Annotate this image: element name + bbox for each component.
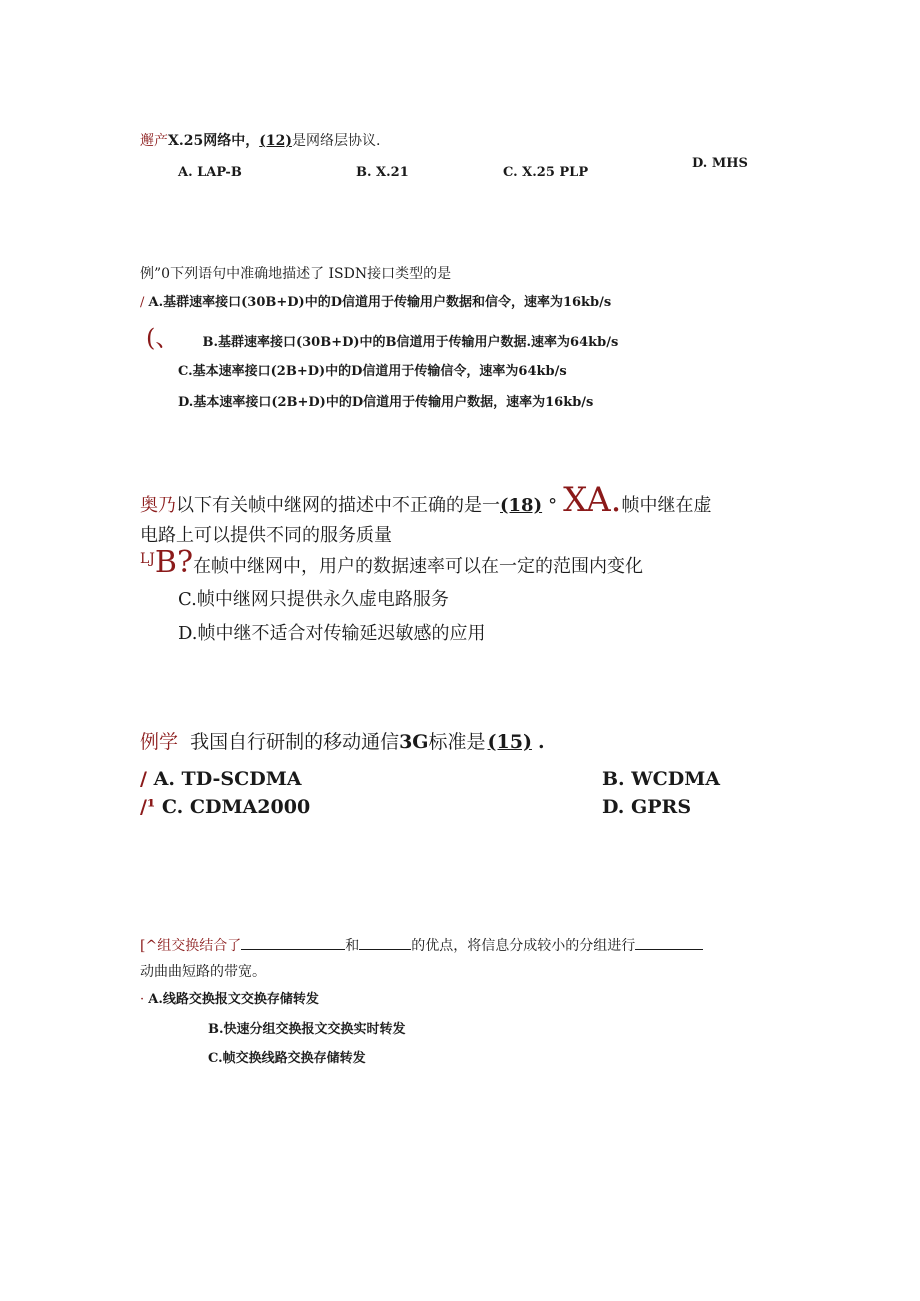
q5-blank-3 [635,935,703,950]
q2-option-a-row [140,291,611,310]
q4-label: 例学 [140,731,179,753]
q4-option-a-row [140,768,302,790]
q5-line-1 [140,935,703,955]
q5-blank-2 [359,935,411,950]
q1-stem-b: 是网络层协议. [291,133,381,149]
q2-option-d: D.基本速率接口(2B+D)中的D信道用于传输用户数据，速率为16kb∕s [178,395,594,410]
q5-bracket-marker: [^组交换结合了 [140,938,242,954]
q3-option-a-cont: 电路上可以提供不同的服务质量 [140,525,392,546]
q1-stem-a: X.25网络中， [168,133,260,149]
q2-option-b-marker: (、 [146,324,180,352]
q1-blank: (12) [259,133,292,149]
q3-degree: ° [548,495,558,516]
q5-line-2: 动曲曲短路的带宽。 [140,964,266,980]
q4-option-c-row [140,796,310,818]
q3-option-b: 在帧中继网中，用户的数据速率可以在一定的范围内变化 [193,556,644,577]
q4-option-c: C. CDMA2000 [161,796,311,818]
q3-option-a: 帧中继在虚 [621,495,712,516]
q4-stem [140,727,545,754]
q1-option-d: D. MHS [692,156,748,171]
q4-option-d: D. GPRS [602,796,692,818]
q4-stem-b: 3G [399,731,429,753]
q5-option-b: B.快速分组交换报文交换实时转发 [208,1022,406,1037]
q3-b-big: B? [154,545,194,580]
q1-stem [140,130,380,150]
q3-option-c: C.帧中继网只提供永久虚电路服务 [178,589,449,610]
q2-option-a-marker: / [140,295,145,310]
q5-blank-1 [241,935,345,950]
q4-option-b: B. WCDMA [602,768,720,790]
q3-big-a: XA. [563,480,622,520]
q5-option-a-row [140,988,319,1007]
q5-line-1-c: 的优点，将信息分成较小的分组进行 [411,938,636,954]
q4-option-a-marker: / [140,768,147,790]
q3-blank: (18) [500,495,543,516]
q4-stem-a: 我国自行研制的移动通信 [190,731,400,753]
q1-option-a: A. LAP-B [178,165,242,180]
q2-option-b: B.基群速率接口(30B+D)中的B信道用于传输用户数据.速率为64kb∕s [202,335,619,350]
q1-marker: 邂产 [140,133,168,149]
q1-option-b: B. X.21 [356,165,409,180]
q3-dash: 一 [482,495,500,516]
q4-stem-c: 标准是 [428,731,486,753]
q3-stem [140,482,711,524]
q3-stem-text: 以下有关帧中继网的描述中不正确的是 [176,495,482,516]
q2-option-b-row [146,318,618,353]
q5-option-a-marker: · [140,992,145,1007]
q4-blank: (15) [487,731,532,753]
q2-option-a: A.基群速率接口(30B+D)中的D信道用于传输用户数据和信令，速率为16kb∕s [148,295,612,310]
q1-option-c: C. X.25 PLP [503,165,589,180]
q2-stem: 例”0下列语句中准确地描述了 ISDN接口类型的是 [140,266,452,282]
q5-line-1-b: 和 [345,938,360,954]
q3-marker: 奥乃 [140,495,176,516]
q4-option-c-marker: /¹ [140,796,156,818]
q3-b-marker: LJ [140,551,155,567]
q4-end: . [537,731,545,753]
q3-option-d: D.帧中继不适合对传输延迟敏感的应用 [178,623,486,644]
q3-option-b-row [140,543,643,587]
q5-option-c: C.帧交换线路交换存储转发 [208,1051,366,1066]
q5-option-a: A.线路交换报文交换存储转发 [148,992,319,1007]
q4-option-a: A. TD-SCDMA [153,768,302,790]
q2-option-c: C.基本速率接口(2B+D)中的D信道用于传输信令，速率为64kb∕s [178,364,567,379]
